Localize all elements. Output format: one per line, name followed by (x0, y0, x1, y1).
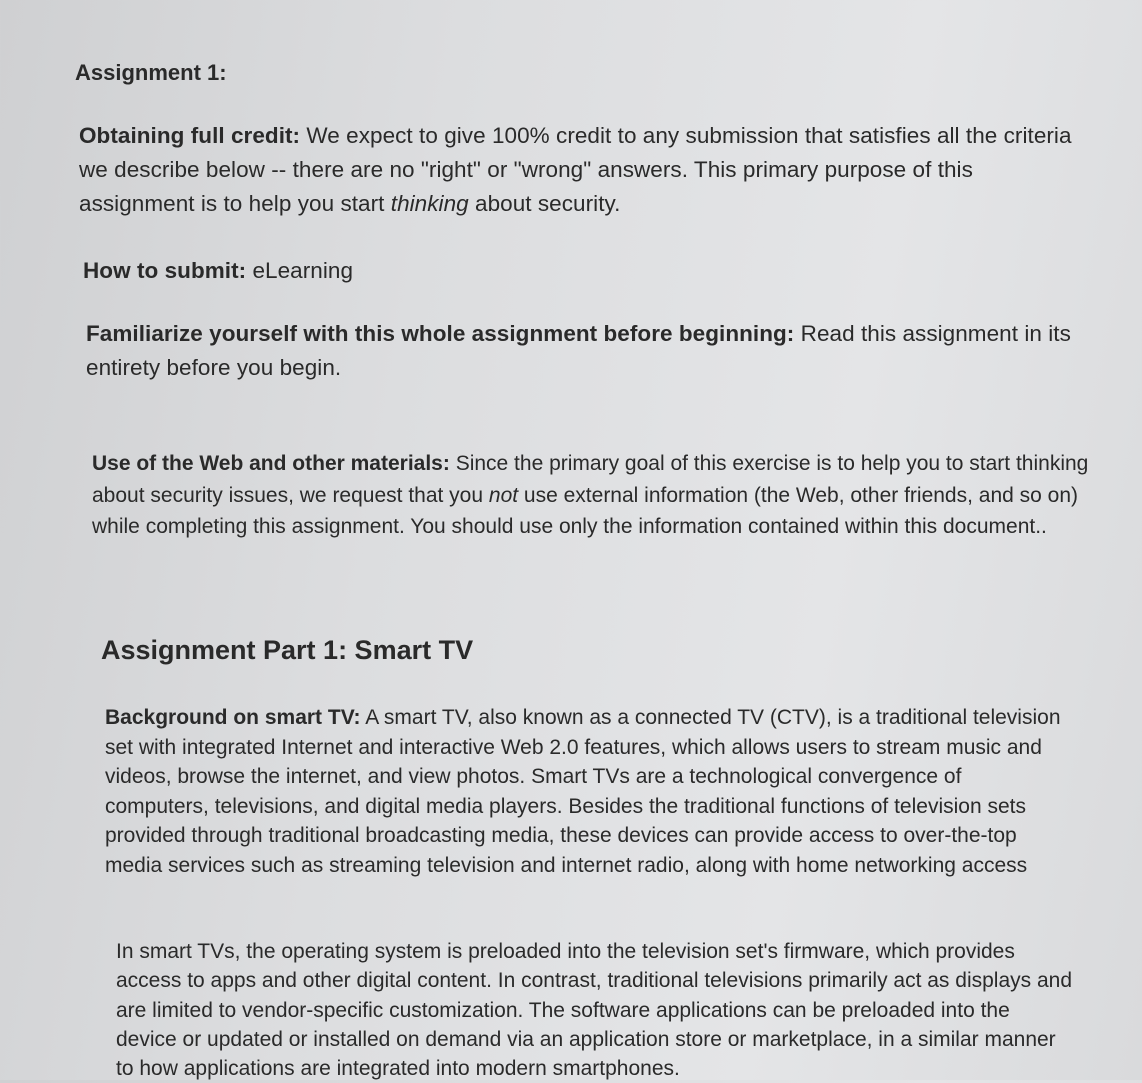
os-paragraph: In smart TVs, the operating system is preloaded into the television set's firmware, which provides access to apps and other digital content. In contrast, traditional televisions primarily act as displays and are limited to vendor-specific customization. The software applications can be preloaded into the device or updated or installed on demand via an application store or marketplace, in a similar manner to how applications are integrated into modern smartphones. (116, 940, 1073, 1081)
background-paragraph (105, 703, 1065, 880)
familiarize-text: Read this assignment in its entirety before you begin. (86, 321, 1071, 380)
full-credit-emphasis: thinking (390, 191, 469, 216)
submit-text: eLearning (246, 258, 354, 283)
submit-line (83, 254, 983, 288)
web-use-paragraph (92, 448, 1092, 543)
full-credit-text: We expect to give 100% credit to any submission that satisfies all the criteria we describe below -- there are no "right" or "wrong" answers. This primary purpose of this assignment is to help you start (79, 123, 1072, 216)
submit-label: How to submit: (83, 258, 247, 283)
web-use-text: Since the primary goal of this exercise is to help you to start thinking about security issues, we request that you (92, 452, 1089, 507)
web-use-label: Use of the Web and other materials: (92, 452, 450, 475)
background-label: Background on smart TV: (105, 706, 361, 729)
web-use-text-end: use external information (the Web, other friends, and so on) while completing this assignment. You should use only the information contained within this document.. (92, 483, 1079, 538)
full-credit-text-end: about security. (468, 191, 621, 216)
assignment-title: Assignment 1: (75, 60, 227, 85)
full-credit-paragraph (79, 119, 1079, 221)
part1-title: Assignment Part 1: Smart TV (101, 635, 474, 665)
background-text: A smart TV, also known as a connected TV (CTV), is a traditional television set with integrated Internet and interactive Web 2.0 features, which allows users to stream music and videos, browse the internet, and view photos. Smart TVs are a technological convergence of computers, televisions, and digital media players. Besides the traditional functions of television sets provided through traditional broadcasting media, these devices can provide access to over-the-top media services such as streaming television and internet radio, along with home networking access (105, 706, 1061, 877)
full-credit-label: Obtaining full credit: (79, 123, 301, 148)
familiarize-label: Familiarize yourself with this whole assignment before beginning: (86, 321, 795, 346)
familiarize-paragraph (86, 317, 1081, 385)
web-use-emphasis: not (488, 483, 519, 507)
